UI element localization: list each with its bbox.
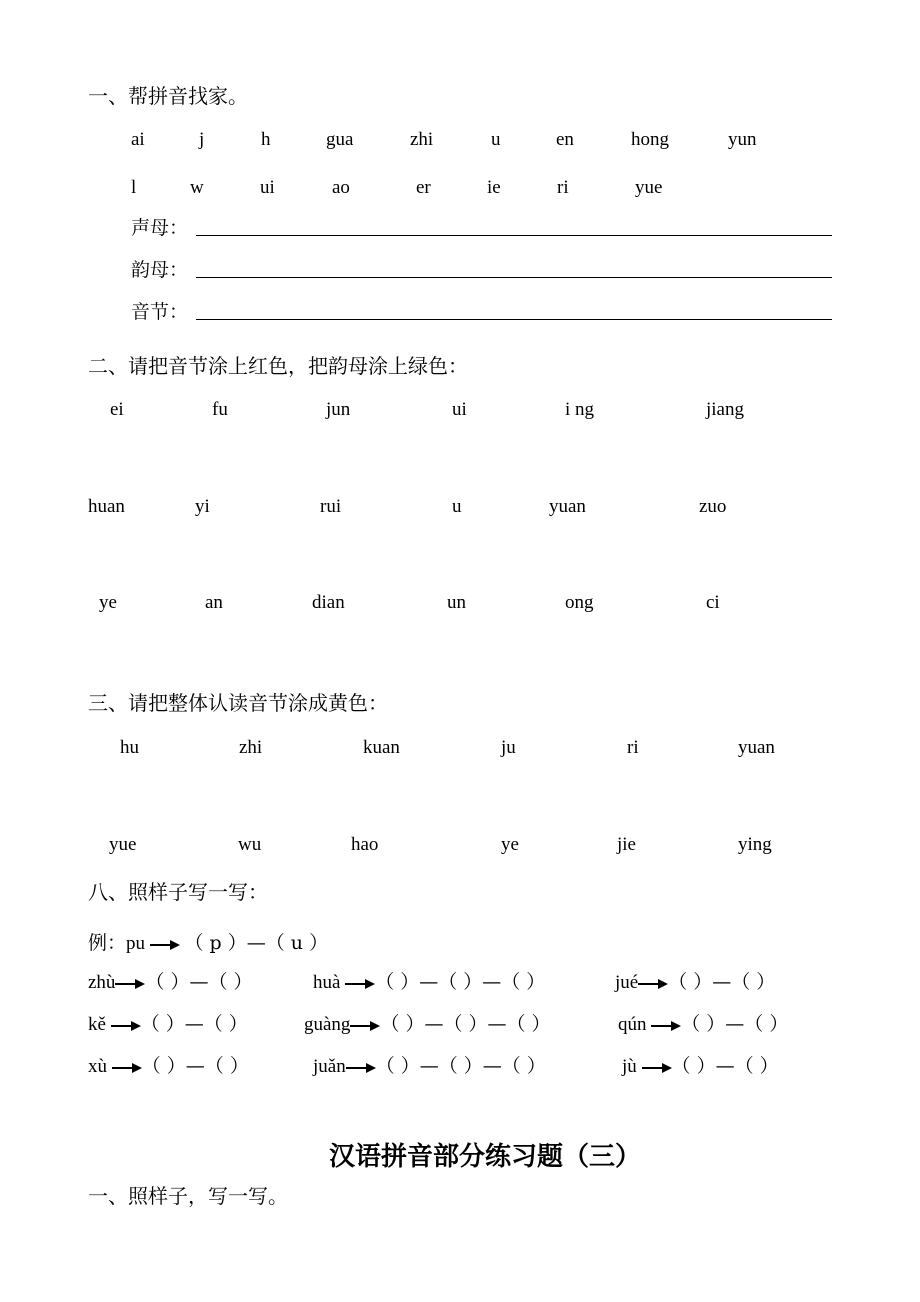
pinyin-item: zhi	[239, 737, 263, 758]
pinyin-item: ei	[110, 399, 124, 420]
pinyin-item: an	[205, 592, 223, 613]
pinyin-item: u	[452, 496, 462, 517]
pinyin-item: yuan	[549, 496, 586, 517]
pinyin-item: ai	[131, 129, 145, 150]
pinyin-item: er	[416, 177, 431, 198]
answer-blanks[interactable]: （ ）—（ ）—（ ）	[375, 1055, 546, 1077]
exercise-item	[618, 1009, 788, 1036]
arrow-right-icon	[115, 978, 145, 990]
pinyin-item: ying	[738, 834, 772, 855]
pinyin-item: ye	[501, 834, 519, 855]
arrow-right-icon	[111, 1020, 141, 1032]
exercise-syllable: xù	[88, 1056, 107, 1077]
pinyin-item: en	[556, 129, 574, 150]
exercise-item	[88, 967, 253, 994]
example-row	[88, 928, 328, 955]
pinyin-item: jie	[617, 834, 636, 855]
pinyin-item: yun	[728, 129, 757, 150]
pinyin-item: hong	[631, 129, 669, 150]
part3-heading: 一、照样子，写一写。	[88, 1184, 288, 1208]
page-title: 汉语拼音部分练习题（三）	[328, 1142, 641, 1172]
pinyin-item: ie	[487, 177, 501, 198]
answer-blanks[interactable]: （ ）—（ ）—（ ）	[375, 971, 546, 993]
pinyin-item: hao	[351, 834, 379, 855]
exercise-item	[88, 1051, 249, 1078]
example-result: （ p ）—（ u ）	[184, 932, 329, 954]
exercise-item	[304, 1009, 551, 1036]
answer-blanks[interactable]: （ ）—（ ）	[140, 1013, 248, 1035]
shengmu-answer-line[interactable]	[196, 235, 832, 236]
pinyin-item: i ng	[565, 399, 595, 420]
pinyin-item: ui	[452, 399, 467, 420]
section1-heading: 一、帮拼音找家。	[88, 84, 248, 108]
arrow-right-icon	[651, 1020, 681, 1032]
exercise-item	[622, 1051, 779, 1078]
exercise-syllable: juǎn	[313, 1056, 346, 1077]
arrow-right-icon	[642, 1062, 672, 1074]
exercise-syllable: qún	[618, 1014, 647, 1035]
pinyin-item: wu	[238, 834, 262, 855]
pinyin-item: yi	[195, 496, 210, 517]
arrow-right-icon	[346, 1062, 376, 1074]
pinyin-item: w	[190, 177, 204, 198]
answer-blanks[interactable]: （ ）—（ ）	[141, 1055, 249, 1077]
exercise-syllable: zhù	[88, 972, 116, 993]
pinyin-item: l	[131, 177, 137, 198]
pinyin-item: zhi	[410, 129, 434, 150]
pinyin-item: fu	[212, 399, 228, 420]
exercise-item	[615, 967, 775, 994]
example-prefix: 例：	[88, 932, 127, 954]
exercise-item	[313, 1051, 546, 1078]
pinyin-item: rui	[320, 496, 342, 517]
pinyin-item: ri	[627, 737, 639, 758]
yinjie-answer-line[interactable]	[196, 319, 832, 320]
pinyin-item: hu	[120, 737, 139, 758]
exercise-syllable: jué	[615, 972, 639, 993]
arrow-right-icon	[112, 1062, 142, 1074]
arrow-right-icon	[350, 1020, 380, 1032]
arrow-right-icon	[638, 978, 668, 990]
pinyin-item: un	[447, 592, 466, 613]
section3-heading: 三、请把整体认读音节涂成黄色：	[88, 691, 388, 715]
exercise-item	[313, 967, 545, 994]
section8-heading: 八、照样子写一写：	[88, 880, 268, 904]
answer-blanks[interactable]: （ ）—（ ）	[668, 971, 776, 993]
pinyin-item: j	[199, 129, 205, 150]
exercise-syllable: huà	[313, 972, 341, 993]
pinyin-item: gua	[326, 129, 354, 150]
pinyin-item: ong	[565, 592, 594, 613]
yinjie-label: 音节：	[131, 301, 189, 323]
exercise-syllable: jù	[622, 1056, 637, 1077]
example-syllable: pu	[126, 933, 146, 954]
pinyin-item: yuan	[738, 737, 775, 758]
pinyin-item: huan	[88, 496, 125, 517]
answer-blanks[interactable]: （ ）—（ ）	[671, 1055, 779, 1077]
pinyin-item: zuo	[699, 496, 727, 517]
answer-blanks[interactable]: （ ）—（ ）	[145, 971, 253, 993]
exercise-syllable: kě	[88, 1014, 106, 1035]
pinyin-item: ri	[557, 177, 569, 198]
pinyin-item: ui	[260, 177, 275, 198]
pinyin-item: dian	[312, 592, 345, 613]
pinyin-item: u	[491, 129, 501, 150]
pinyin-item: ye	[99, 592, 117, 613]
pinyin-item: h	[261, 129, 271, 150]
pinyin-item: ao	[332, 177, 350, 198]
pinyin-item: ju	[501, 737, 516, 758]
pinyin-item: ci	[706, 592, 720, 613]
arrow-right-icon	[150, 939, 180, 951]
shengmu-label: 声母：	[131, 217, 189, 239]
exercise-syllable: guàng	[304, 1014, 351, 1035]
arrow-right-icon	[345, 978, 375, 990]
pinyin-item: yue	[109, 834, 137, 855]
pinyin-item: jun	[326, 399, 351, 420]
section2-heading: 二、请把音节涂上红色，把韵母涂上绿色：	[88, 354, 468, 378]
exercise-item	[88, 1009, 248, 1036]
answer-blanks[interactable]: （ ）—（ ）—（ ）	[380, 1013, 551, 1035]
yunmu-label: 韵母：	[131, 259, 189, 281]
answer-blanks[interactable]: （ ）—（ ）	[681, 1013, 789, 1035]
pinyin-item: kuan	[363, 737, 400, 758]
pinyin-item: yue	[635, 177, 663, 198]
yunmu-answer-line[interactable]	[196, 277, 832, 278]
pinyin-item: jiang	[706, 399, 744, 420]
